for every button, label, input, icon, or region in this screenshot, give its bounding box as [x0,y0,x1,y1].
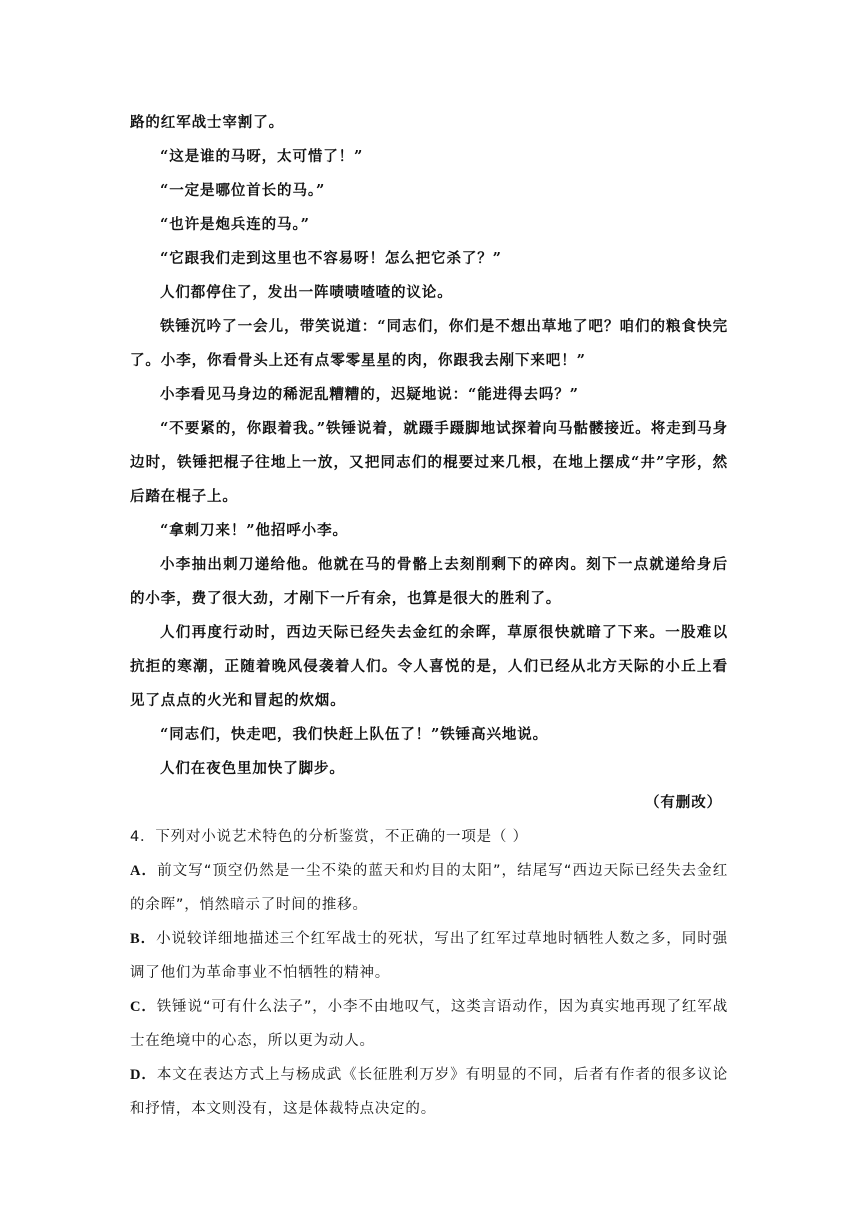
question-4 [130,820,728,1126]
passage-paragraph: 小李看见马身边的稀泥乱糟糟的，迟疑地说：“能进得去吗？” [160,386,579,403]
option-b [130,922,728,990]
document-page [130,106,728,1126]
option-letter: A． [130,863,158,879]
passage-paragraph: “也许是炮兵连的马。” [160,216,310,233]
passage-paragraph: 人们再度行动时，西边天际已经失去金红的余晖，草原很快就暗了下来。一股难以抗拒的寒潮，正随着晚风侵袭着人们。令人喜悦的是，人们已经从北方天际的小丘上看见了点点的火光和冒起的炊烟。 [130,624,728,709]
option-letter: C． [130,999,157,1015]
passage-paragraph: “拿刺刀来！”他招呼小李。 [160,522,348,539]
passage [130,106,728,786]
option-text: 铁锤说“可有什么法子”，小李不由地叹气，这类言语动作，因为真实地再现了红军战士在绝境中的心态，所以更为动人。 [130,999,728,1049]
option-text: 本文在表达方式上与杨成武《长征胜利万岁》有明显的不同，后者有作者的很多议论和抒情，本文则没有，这是体裁特点决定的。 [130,1067,728,1117]
option-letter: D． [130,1067,157,1083]
option-c [130,990,728,1058]
passage-paragraph: “它跟我们走到这里也不容易呀！怎么把它杀了？” [160,250,502,267]
passage-paragraph: 路的红军战士宰割了。 [130,114,284,131]
passage-paragraph: “一定是哪位首长的马。” [160,182,326,199]
source-attribution: （有删改） [645,794,722,811]
passage-paragraph: “这是谁的马呀，太可惜了！” [160,148,364,165]
option-a [130,854,728,922]
question-stem: 4．下列对小说艺术特色的分析鉴赏，不正确的一项是（ ） [130,829,528,845]
passage-paragraph: “同志们，快走吧，我们快赶上队伍了！”铁锤高兴地说。 [160,726,549,743]
option-text: 前文写“顶空仍然是一尘不染的蓝天和灼目的太阳”，结尾写“西边天际已经失去金红的余晖”，悄然暗示了时间的推移。 [130,863,728,913]
passage-paragraph: 人们都停住了，发出一阵啧啧喳喳的议论。 [160,284,453,301]
passage-paragraph: “不要紧的，你跟着我。”铁锤说着，就蹑手蹑脚地试探着向马骷髅接近。将走到马身边时，铁锤把棍子往地上一放，又把同志们的棍要过来几根，在地上摆成“井”字形，然后踏在棍子上。 [130,420,728,505]
passage-paragraph: 人们在夜色里加快了脚步。 [160,760,345,777]
option-d [130,1058,728,1126]
passage-paragraph: 小李抽出刺刀递给他。他就在马的骨骼上去刻削剩下的碎肉。刻下一点就递给身后的小李，费了很大劲，才剐下一斤有余，也算是很大的胜利了。 [130,556,728,607]
passage-paragraph: 铁锤沉吟了一会儿，带笑说道：“同志们，你们是不想出草地了吧？咱们的粮食快完了。小李，你看骨头上还有点零零星星的肉，你跟我去剐下来吧！” [130,318,728,369]
option-text: 小说较详细地描述三个红军战士的死状，写出了红军过草地时牺牲人数之多，同时强调了他们为革命事业不怕牺牲的精神。 [130,931,728,981]
option-letter: B． [130,931,157,947]
